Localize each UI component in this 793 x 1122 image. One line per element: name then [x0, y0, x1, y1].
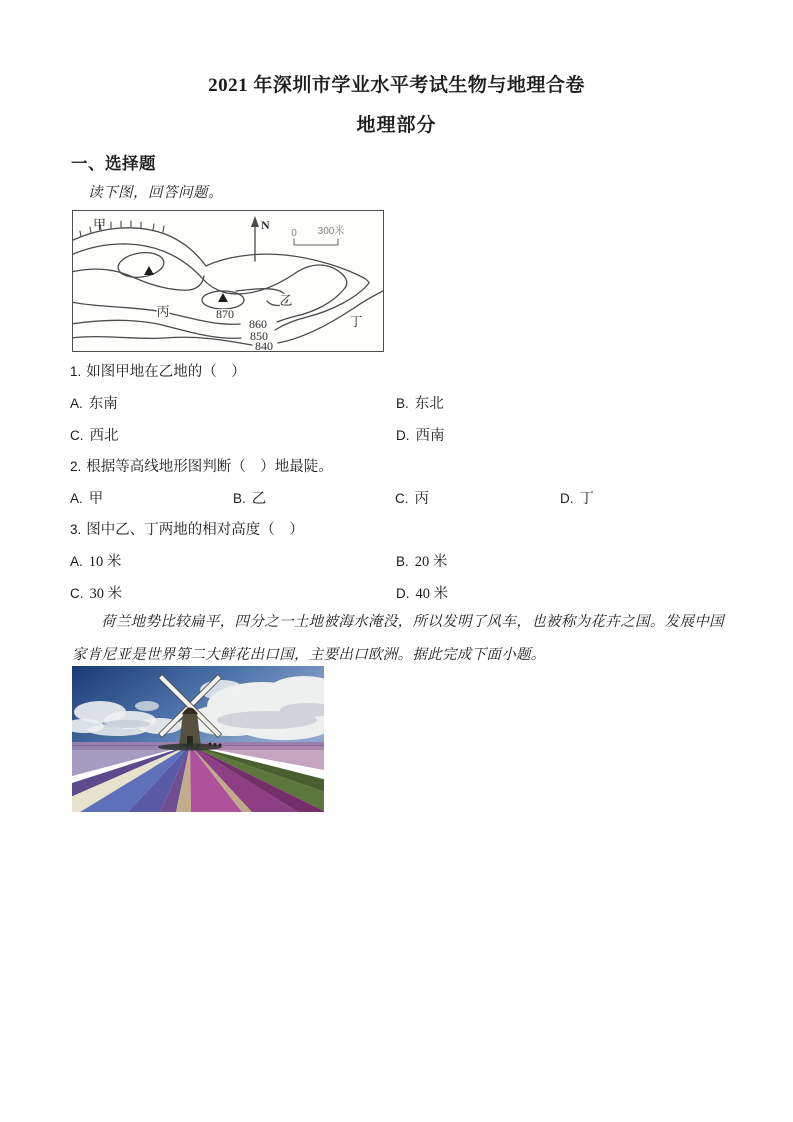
- question-2-option-a: [70, 487, 103, 508]
- contour-map-svg: [73, 211, 383, 351]
- option-text: 东北: [414, 396, 444, 412]
- contour-line-middle-top: [73, 244, 347, 294]
- question-1-option-c: [70, 424, 119, 445]
- option-label: D.: [396, 428, 410, 443]
- question-3-text: 图中乙、丁两地的相对高度（ ）: [86, 522, 304, 538]
- question-1: [70, 360, 246, 381]
- passage-netherlands: 荷兰地势比较扁平，四分之一土地被海水淹没，所以发明了风车，也被称为花卉之国。发展中国家肯尼亚是世界第二大鲜花出口国，主要出口欧洲。据此完成下面小题。: [72, 614, 724, 663]
- option-label: A.: [70, 396, 83, 411]
- option-text: 丁: [579, 491, 594, 507]
- map-label-yi: 乙: [279, 293, 293, 308]
- question-2-option-d: [560, 487, 594, 508]
- question-1-option-b: [396, 392, 444, 413]
- option-text: 20 米: [414, 554, 448, 570]
- peak-icon-west: [144, 266, 154, 275]
- contour-map-figure: [72, 210, 384, 352]
- contour-line-under-peak: [73, 269, 204, 290]
- option-text: 西南: [415, 428, 445, 444]
- question-2-number: 2.: [70, 459, 82, 474]
- option-label: B.: [396, 396, 409, 411]
- option-text: 丙: [414, 491, 429, 507]
- option-text: 40 米: [415, 586, 449, 602]
- option-label: D.: [396, 586, 410, 601]
- option-label: A.: [70, 491, 83, 506]
- peak-icon-870: [218, 293, 228, 302]
- question-2-option-b: [233, 487, 266, 508]
- map-label-north: N: [261, 218, 270, 232]
- question-3: [70, 518, 304, 539]
- map-contour-850: 850: [250, 329, 268, 343]
- photo-flower-stripes: [72, 745, 324, 812]
- photo-svg: [72, 666, 324, 812]
- option-label: B.: [233, 491, 246, 506]
- section-heading: 一、选择题: [71, 154, 156, 173]
- option-text: 10 米: [88, 554, 122, 570]
- question-1-option-a: [70, 392, 118, 413]
- question-3-option-b: [396, 550, 447, 571]
- option-text: 30 米: [89, 586, 123, 602]
- option-label: A.: [70, 554, 83, 569]
- contour-oval-west-peak: [117, 250, 166, 280]
- option-text: 东南: [88, 396, 118, 412]
- option-text: 乙: [251, 491, 267, 507]
- map-label-jia: 甲: [93, 217, 107, 232]
- option-label: C.: [70, 586, 84, 601]
- map-scale-zero: 0: [291, 228, 297, 239]
- map-label-bing: 丙: [156, 304, 170, 319]
- scale-bar: [294, 239, 338, 245]
- question-3-option-c: [70, 582, 122, 603]
- option-label: B.: [396, 554, 409, 569]
- map-contour-860: 860: [249, 317, 267, 331]
- option-label: D.: [560, 491, 574, 506]
- question-1-option-d: [396, 424, 445, 445]
- north-arrow-head: [251, 216, 259, 227]
- map-contour-840: 840: [255, 339, 273, 351]
- page-subtitle: 地理部分: [356, 115, 437, 136]
- map-label-ding: 丁: [349, 314, 363, 329]
- question-3-option-d: [396, 582, 448, 603]
- option-label: C.: [395, 491, 409, 506]
- question-3-number: 3.: [70, 522, 82, 537]
- map-scale-max: 300米: [317, 226, 345, 237]
- map-contour-870: 870: [216, 307, 234, 321]
- question-2-text: 根据等高线地形图判断（ ）地最陡。: [86, 459, 333, 475]
- option-text: 西北: [89, 428, 119, 444]
- windmill-flower-field-photo: [72, 666, 324, 812]
- question-2-option-c: [395, 487, 429, 508]
- page-title: 2021 年深圳市学业水平考试生物与地理合卷: [208, 75, 585, 96]
- option-label: C.: [70, 428, 84, 443]
- question-intro: 读下图，回答问题。: [88, 185, 223, 201]
- question-2: [70, 455, 333, 476]
- question-1-number: 1.: [70, 364, 82, 379]
- question-3-option-a: [70, 550, 121, 571]
- option-text: 甲: [88, 491, 104, 507]
- question-1-text: 如图甲地在乙地的（ ）: [86, 364, 246, 380]
